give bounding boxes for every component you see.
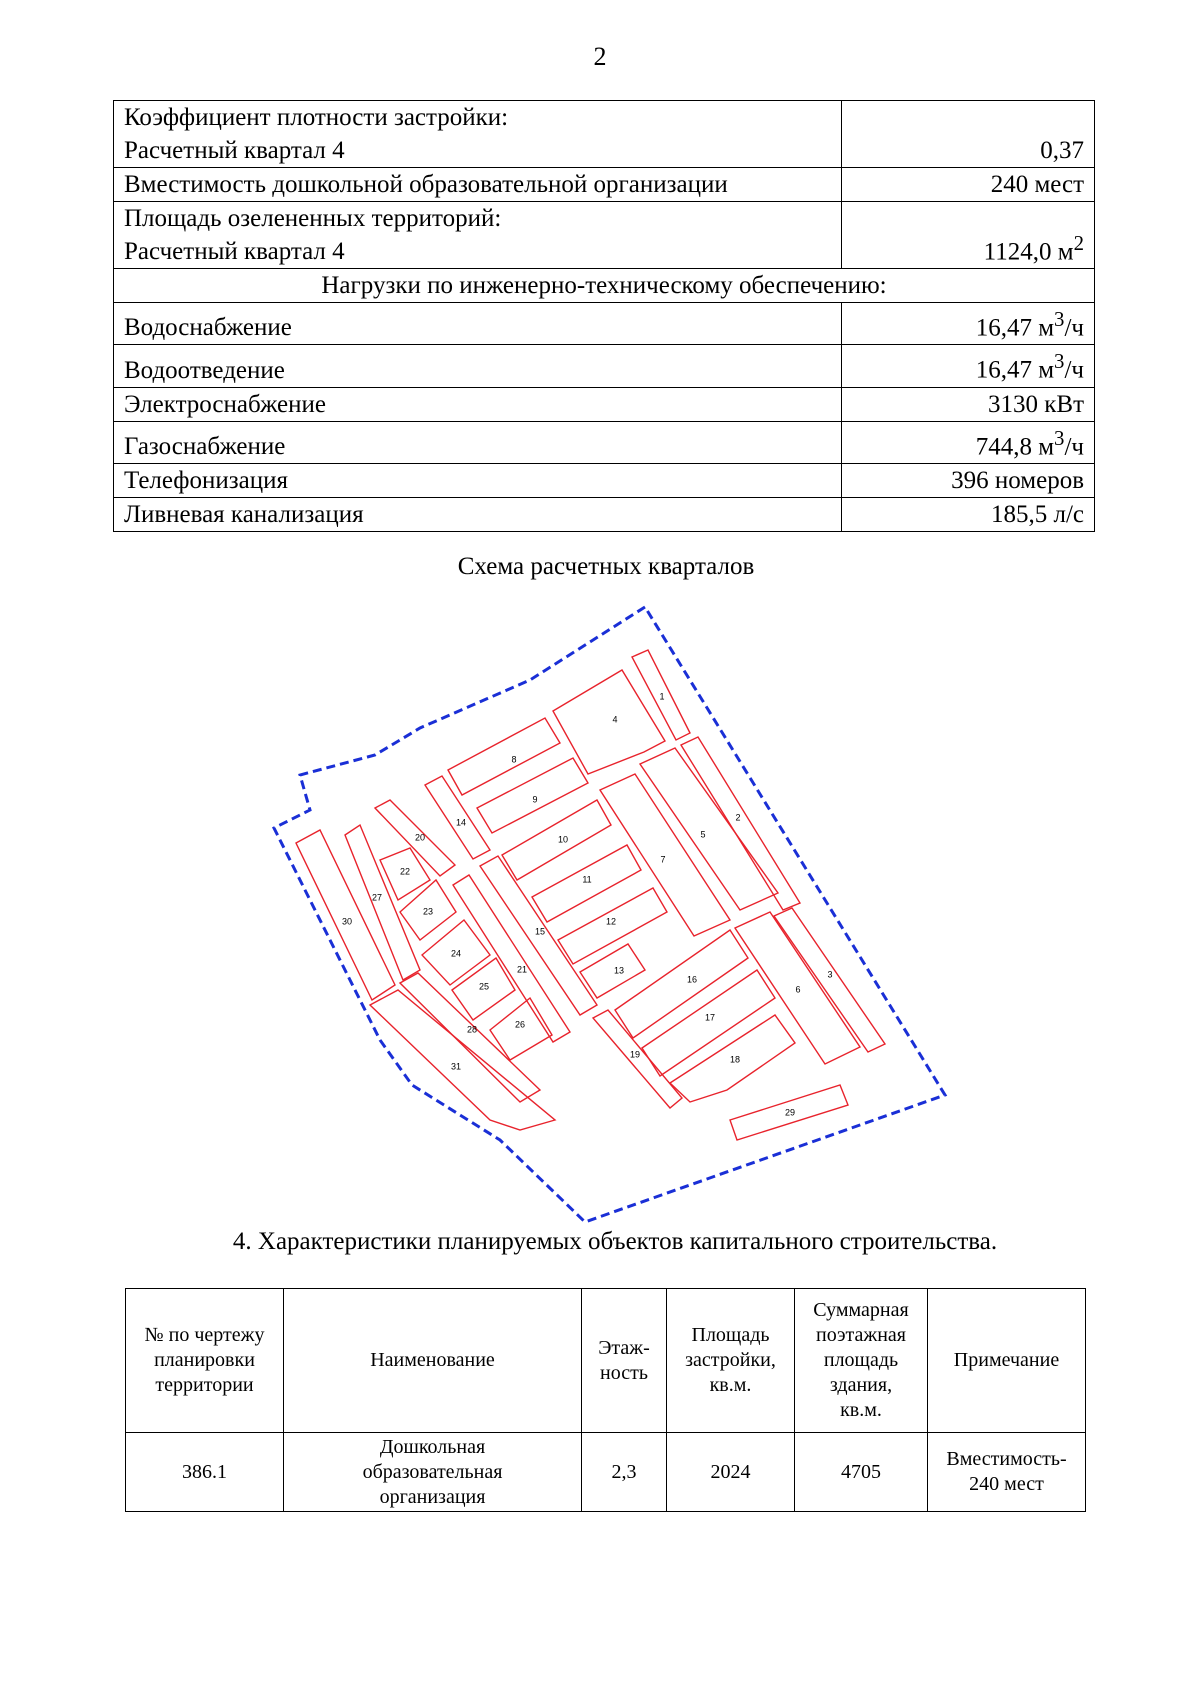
- param-value: 1124,0 $м^2$: [842, 202, 1095, 269]
- param-value: 396 номеров: [842, 463, 1095, 497]
- block-23: [400, 880, 456, 940]
- param-value: 240 мест: [842, 168, 1095, 202]
- table-row: [114, 387, 1095, 421]
- cell-name: Дошкольная образовательная организация: [284, 1433, 582, 1512]
- table-section-row: [114, 269, 1095, 303]
- param-value: 0,37: [842, 101, 1095, 168]
- cell-built-area: 2024: [667, 1433, 795, 1512]
- table-row: [126, 1433, 1086, 1512]
- svg-text:10: 10: [557, 834, 569, 845]
- table-row: [114, 303, 1095, 345]
- param-label: Коэффициент плотности застройки: Расчетный квартал 4: [114, 101, 842, 168]
- svg-text:24: 24: [450, 948, 462, 959]
- param-value: 3130 кВт: [842, 387, 1095, 421]
- block-31: [370, 990, 555, 1130]
- svg-text:18: 18: [729, 1054, 741, 1065]
- block-28: [400, 973, 540, 1102]
- block-8: [448, 718, 560, 795]
- table-row: [114, 345, 1095, 387]
- block-13: [580, 944, 645, 998]
- cell-floors: 2,3: [582, 1433, 667, 1512]
- cell-total-area: 4705: [795, 1433, 928, 1512]
- svg-text:11: 11: [582, 874, 592, 885]
- svg-text:2: 2: [735, 812, 741, 823]
- svg-text:15: 15: [534, 926, 546, 937]
- parameters-table: [113, 100, 1095, 532]
- param-value: 185,5 л/с: [842, 497, 1095, 531]
- param-label: Газоснабжение: [114, 421, 842, 463]
- param-value: 16,47 $м^3/ч$: [842, 303, 1095, 345]
- svg-text:19: 19: [629, 1049, 641, 1060]
- table-row: [114, 168, 1095, 202]
- param-label: Ливневая канализация: [114, 497, 842, 531]
- table-row: [114, 497, 1095, 531]
- header-built-area: Площадь застройки, кв.м.: [667, 1289, 795, 1433]
- block-20: [375, 800, 455, 876]
- svg-text:16: 16: [686, 974, 698, 985]
- block-18: [670, 1015, 795, 1102]
- svg-text:13: 13: [613, 965, 625, 976]
- svg-text:3: 3: [827, 969, 833, 980]
- cell-number: 386.1: [126, 1433, 284, 1512]
- cell-note: Вместимость- 240 мест: [928, 1433, 1086, 1512]
- svg-text:29: 29: [784, 1107, 796, 1118]
- svg-text:22: 22: [399, 866, 411, 877]
- svg-text:21: 21: [516, 964, 528, 975]
- block-5: [640, 748, 778, 910]
- page-number: 2: [593, 42, 607, 71]
- svg-text:5: 5: [700, 829, 706, 840]
- block-14: [425, 776, 490, 859]
- block-30: [296, 830, 395, 1000]
- block-9: [477, 758, 588, 833]
- svg-text:7: 7: [660, 854, 666, 865]
- block-2: [681, 737, 800, 910]
- svg-text:27: 27: [371, 892, 383, 903]
- block-15: [480, 856, 597, 1015]
- planning-boundary: [274, 607, 945, 1222]
- header-name: Наименование: [284, 1289, 582, 1433]
- table-header-row: [126, 1289, 1086, 1433]
- svg-text:26: 26: [514, 1019, 526, 1030]
- blocks-scheme-map: [0, 590, 1200, 1240]
- svg-text:1: 1: [659, 691, 665, 702]
- svg-text:9: 9: [532, 794, 538, 805]
- svg-text:20: 20: [414, 832, 426, 843]
- table-row: [114, 463, 1095, 497]
- block-11: [532, 845, 641, 922]
- svg-text:25: 25: [478, 981, 490, 992]
- table-row: [114, 202, 1095, 269]
- block-4: [553, 670, 665, 774]
- section-4-title: 4. Характеристики планируемых объектов капитального строительства.: [232, 1228, 998, 1255]
- svg-text:28: 28: [466, 1024, 478, 1035]
- param-label: Электроснабжение: [114, 387, 842, 421]
- svg-text:14: 14: [455, 817, 467, 828]
- block-10: [502, 800, 611, 880]
- table-row: [114, 101, 1095, 168]
- header-total-area: Суммарная поэтажная площадь здания, кв.м.: [795, 1289, 928, 1433]
- block-3: [774, 908, 885, 1052]
- param-label: Водоснабжение: [114, 303, 842, 345]
- header-floors: Этаж- ность: [582, 1289, 667, 1433]
- svg-text:17: 17: [704, 1012, 716, 1023]
- svg-text:12: 12: [605, 916, 617, 927]
- svg-text:8: 8: [511, 754, 517, 765]
- svg-text:6: 6: [795, 984, 801, 995]
- header-note: Примечание: [928, 1289, 1086, 1433]
- block-6: [735, 912, 860, 1064]
- header-number: № по чертежу планировки территории: [126, 1289, 284, 1433]
- objects-table: [125, 1288, 1086, 1512]
- block-19: [593, 1010, 682, 1108]
- param-label: Телефонизация: [114, 463, 842, 497]
- section-heading: Нагрузки по инженерно-техническому обеспечению:: [114, 269, 1095, 303]
- scheme-title: Схема расчетных кварталов: [457, 553, 755, 580]
- svg-text:30: 30: [341, 916, 353, 927]
- param-value: 744,8 $м^3/ч$: [842, 421, 1095, 463]
- param-value: 16,47 $м^3/ч$: [842, 345, 1095, 387]
- param-label: Вместимость дошкольной образовательной организации: [114, 168, 842, 202]
- param-label: Водоотведение: [114, 345, 842, 387]
- svg-text:23: 23: [422, 906, 434, 917]
- svg-text:4: 4: [612, 714, 618, 725]
- table-row: [114, 421, 1095, 463]
- param-label: Площадь озелененных территорий: Расчетный квартал 4: [114, 202, 842, 269]
- block-29: [730, 1085, 848, 1140]
- svg-text:31: 31: [450, 1061, 462, 1072]
